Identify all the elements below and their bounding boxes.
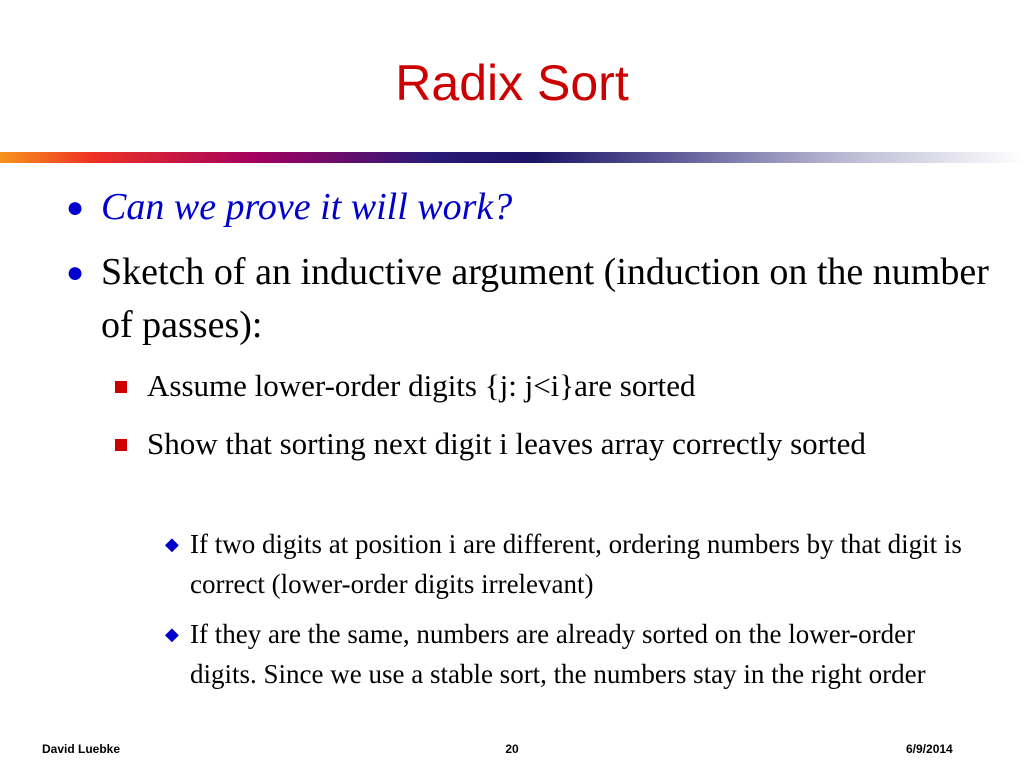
sub-sub-bullet-text: If they are the same, numbers are already sorted on the lower-order digits. Since we use a stable sort, the numbers stay in the right order	[190, 619, 926, 689]
circle-bullet-icon: ●	[66, 191, 85, 224]
sub-sub-bullet-different-digits	[165, 524, 980, 604]
circle-bullet-icon: ●	[66, 256, 85, 289]
sub-bullet-text: Assume lower-order digits {j: j<i}are sorted	[147, 368, 696, 403]
square-bullet-icon	[115, 439, 127, 451]
bullet-inductive-argument	[66, 246, 991, 352]
footer-author: David Luebke	[42, 742, 121, 756]
bullet-prove-it-works	[66, 181, 991, 234]
sub-bullet-assume-sorted	[147, 362, 987, 410]
sub-sub-bullet-same-digits	[165, 614, 980, 694]
footer-date: 6/9/2014	[906, 742, 953, 756]
slide-title: Radix Sort	[395, 55, 629, 111]
bullet-text: Sketch of an inductive argument (induction on the number of passes):	[101, 251, 989, 346]
diamond-bullet-icon: ◆	[165, 624, 179, 644]
footer-page-number: 20	[505, 742, 519, 756]
sub-bullet-text: Show that sorting next digit i leaves array correctly sorted	[147, 426, 866, 461]
bullet-text: Can we prove it will work?	[101, 186, 513, 228]
diamond-bullet-icon: ◆	[165, 534, 179, 554]
sub-bullet-show-sorting	[147, 420, 987, 468]
square-bullet-icon	[115, 381, 127, 393]
sub-sub-bullet-text: If two digits at position i are different, ordering numbers by that digit is correct (lower-order digits irrelevant)	[190, 529, 962, 599]
